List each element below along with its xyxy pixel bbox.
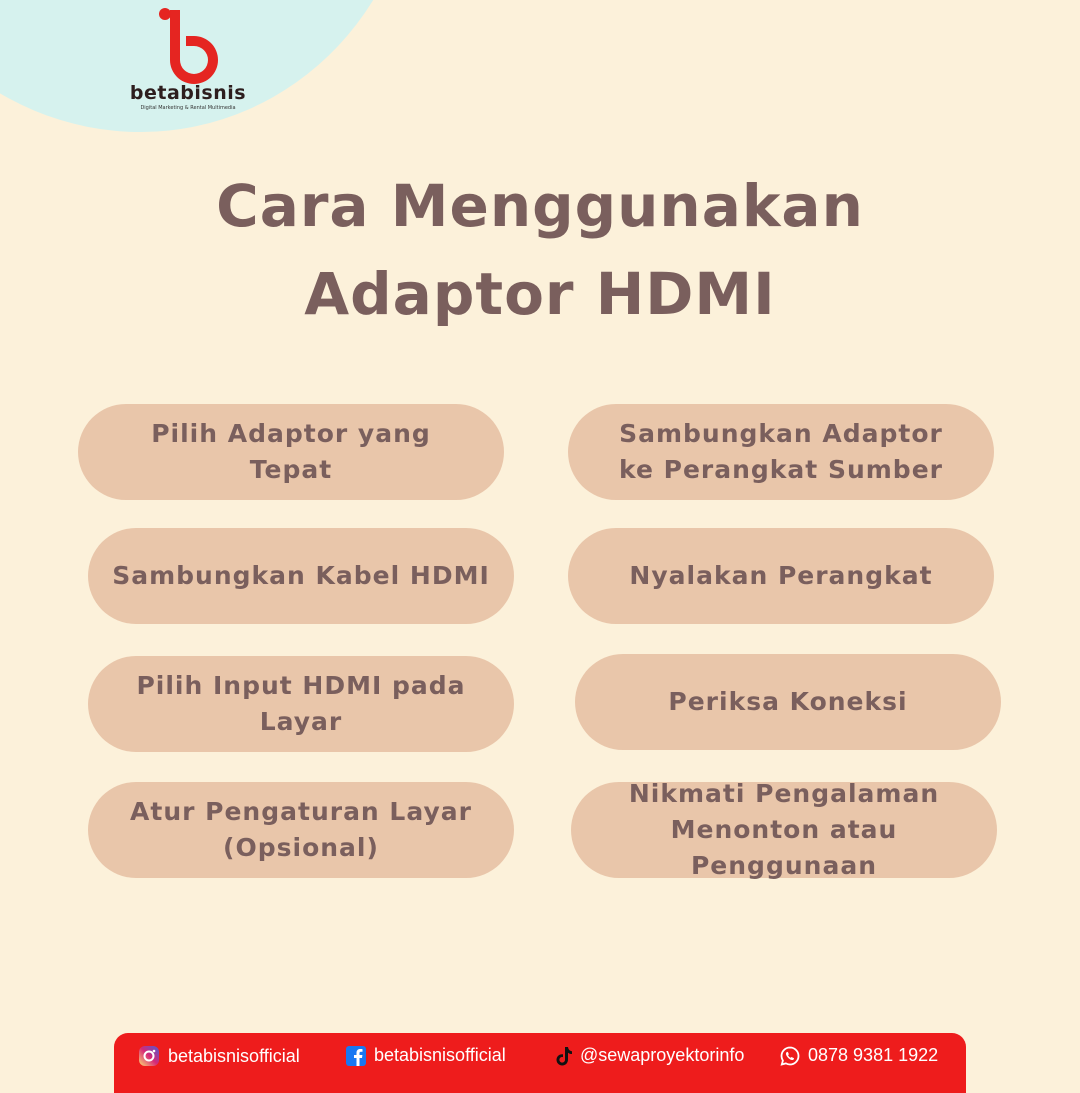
instagram-icon [138, 1045, 160, 1067]
tiktok-icon [556, 1046, 572, 1066]
facebook-icon [346, 1046, 366, 1066]
step-pill [88, 528, 514, 624]
step-pill [568, 528, 994, 624]
step-text: Sambungkan Adaptor [619, 419, 943, 448]
step-pill [568, 404, 994, 500]
step-pill [88, 782, 514, 878]
tiktok-handle: @sewaproyektorinfo [580, 1045, 745, 1065]
step-pill [78, 404, 504, 500]
page-title-line-2: Adaptor HDMI [304, 260, 776, 328]
step-text: Menonton atau Penggunaan [670, 815, 898, 880]
step-text: Nikmati Pengalaman [628, 779, 940, 808]
brand-tagline: Digital Marketing & Rental Multimedia [140, 105, 236, 111]
step-pill [88, 656, 514, 752]
tiktok-link[interactable] [556, 1045, 744, 1066]
facebook-link[interactable] [346, 1045, 506, 1066]
step-text: Nyalakan Perangkat [629, 561, 933, 590]
whatsapp-icon [780, 1046, 800, 1066]
instagram-link[interactable] [138, 1045, 300, 1067]
page-title-line-1: Cara Menggunakan [216, 172, 864, 240]
step-text: Sambungkan Kabel HDMI [112, 561, 490, 590]
step-text: Pilih Adaptor yang [151, 419, 431, 448]
brand-logo [128, 6, 248, 118]
step-text: Tepat [249, 455, 333, 484]
instagram-handle: betabisnisofficial [168, 1045, 300, 1066]
page-title [0, 162, 1080, 338]
whatsapp-link[interactable] [780, 1045, 938, 1066]
step-text: ke Perangkat Sumber [619, 455, 943, 484]
footer-bar [114, 1033, 966, 1093]
logo-b-icon [156, 6, 220, 84]
step-text: (Opsional) [223, 833, 379, 862]
step-text: Periksa Koneksi [668, 687, 908, 716]
facebook-handle: betabisnisofficial [374, 1045, 506, 1065]
step-pill [571, 779, 997, 880]
whatsapp-number: 0878 9381 1922 [808, 1045, 939, 1065]
brand-name: betabisnis [129, 82, 247, 104]
step-text: Pilih Input HDMI pada Layar [136, 671, 466, 736]
step-text: Atur Pengaturan Layar [130, 797, 472, 826]
step-pill [575, 654, 1001, 750]
